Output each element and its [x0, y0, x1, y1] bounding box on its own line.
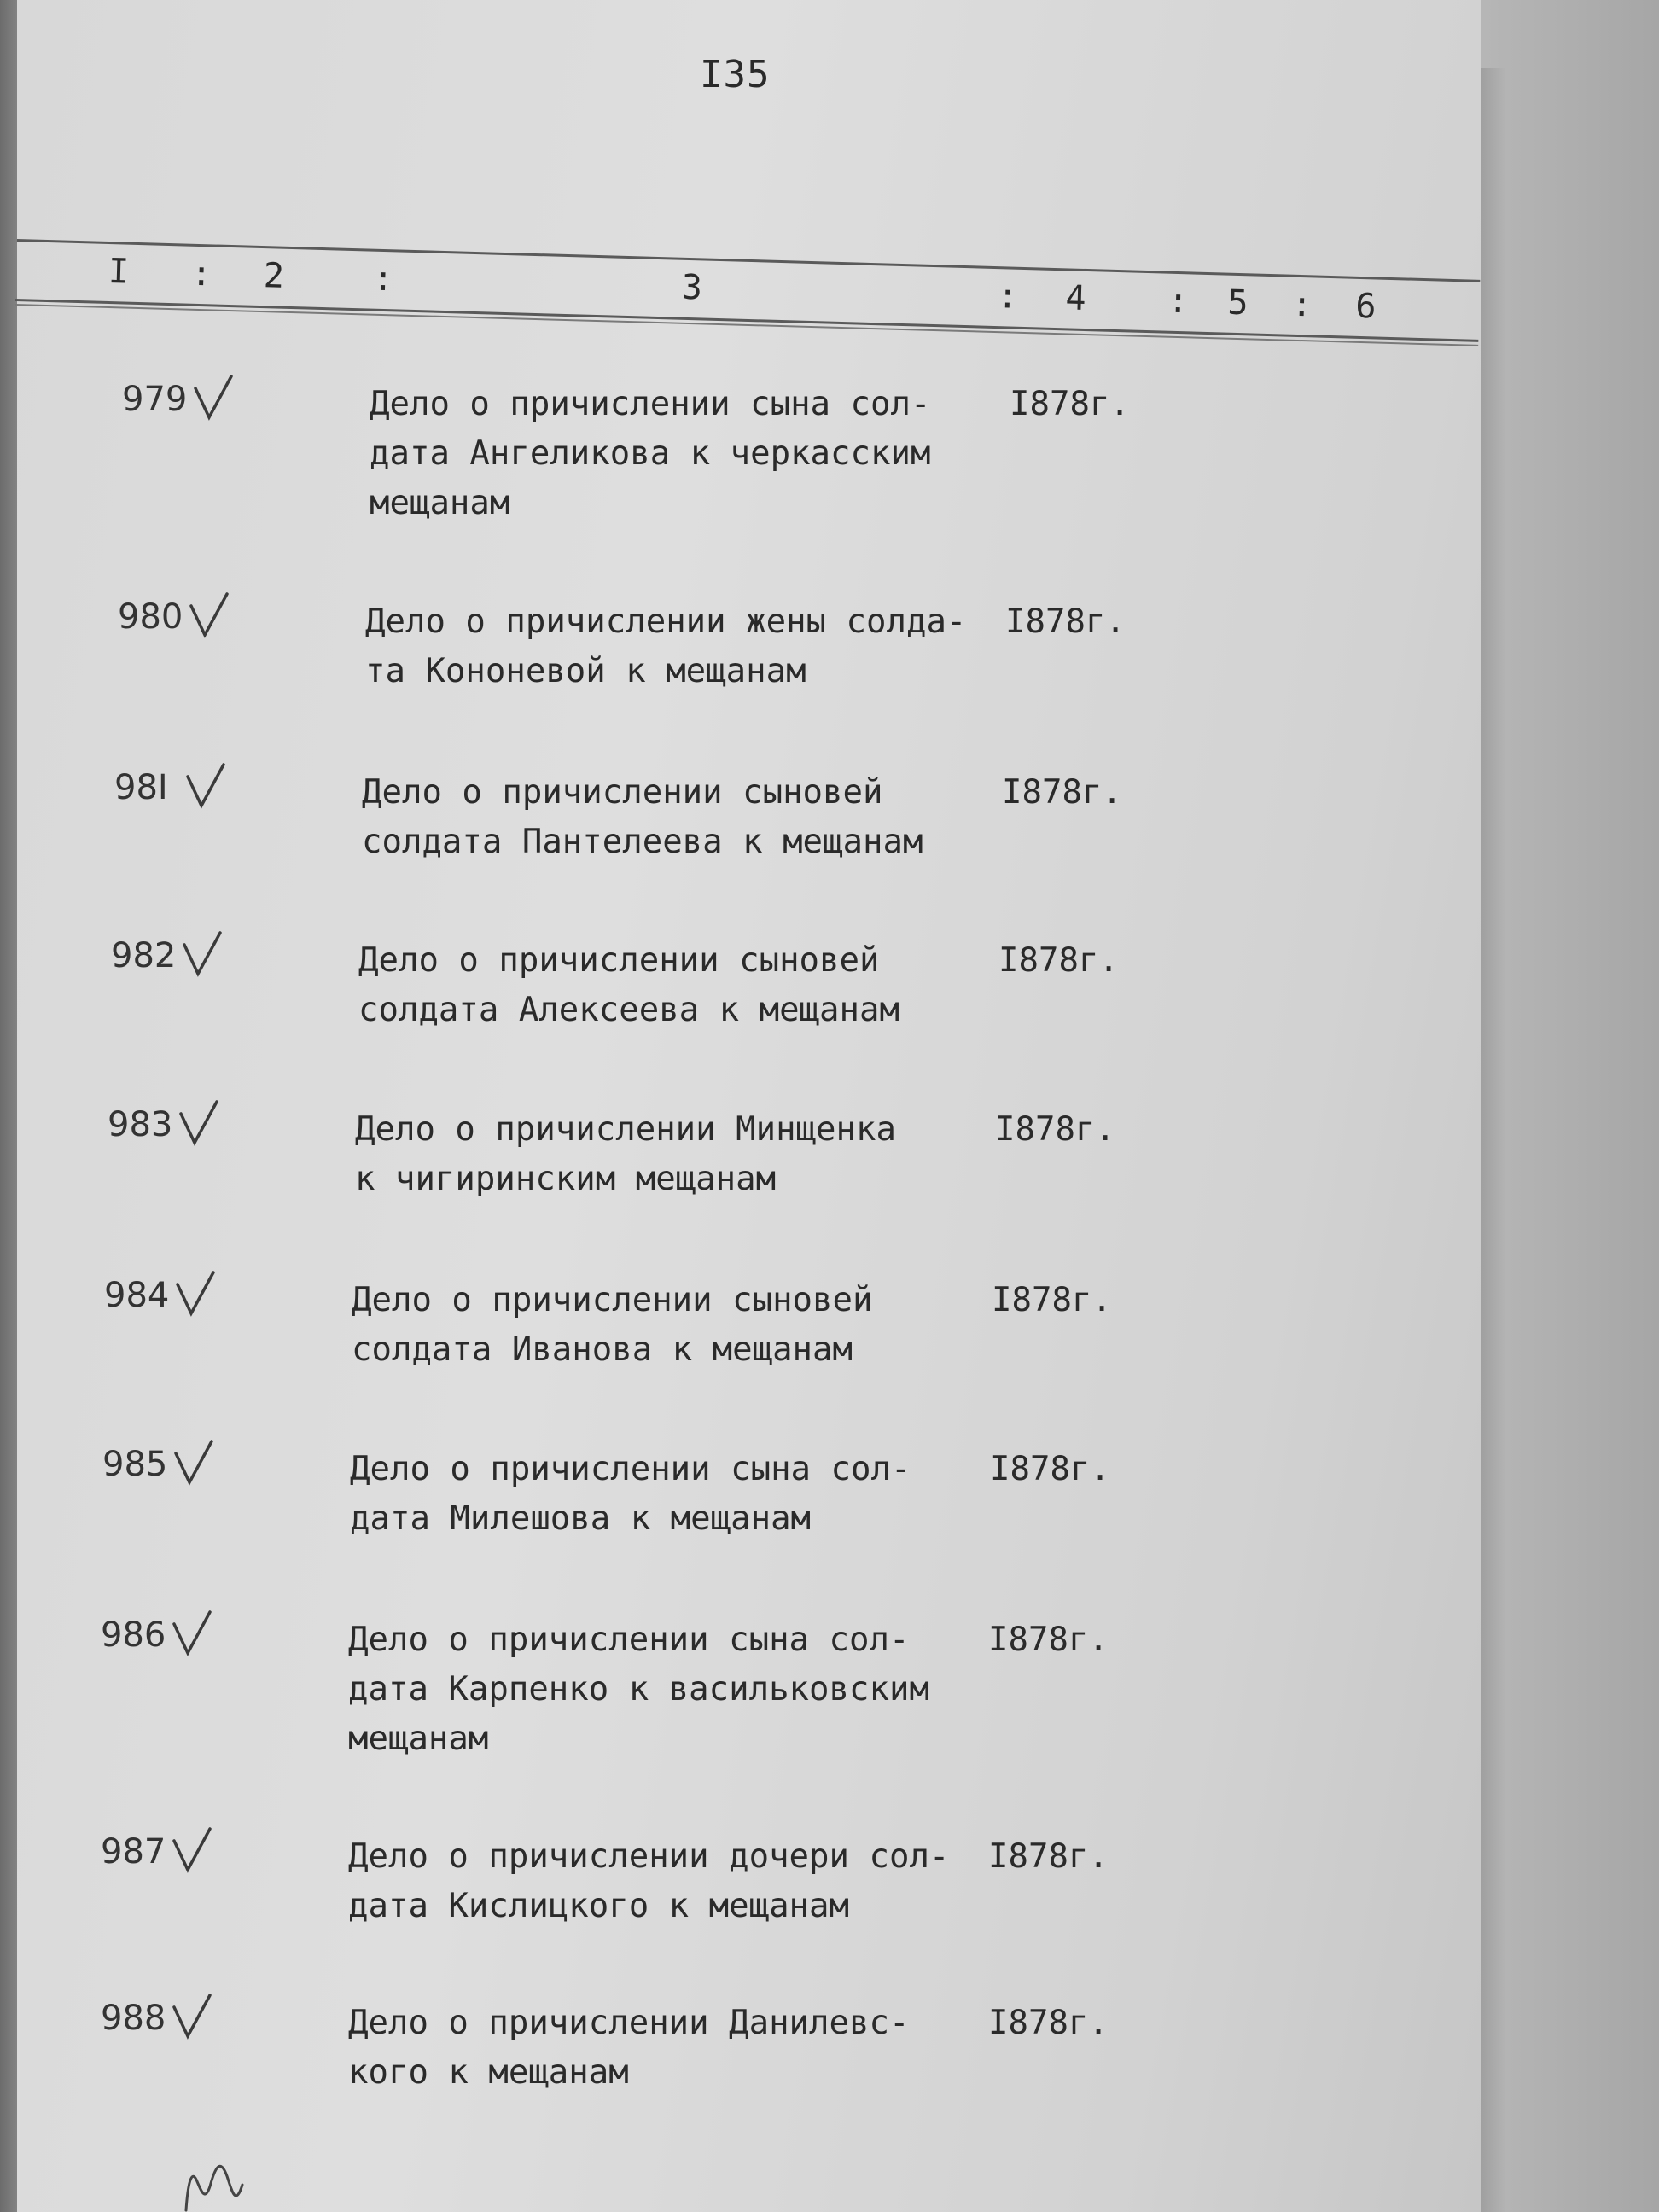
table-header: [15, 239, 1480, 375]
entry-description: Дело о причислении сыновей солдата Алексеева к мещанам: [358, 941, 899, 1029]
column-separator: :: [190, 253, 212, 294]
entry-date: I878г.: [992, 1281, 1112, 1319]
entry-description: Дело о причислении сына сол- дата Карпенко к васильковским мещанам: [348, 1621, 929, 1758]
check-mark-icon: [171, 1992, 213, 2043]
entry-date: I878г.: [988, 1621, 1109, 1659]
check-mark-icon: [192, 373, 235, 424]
check-mark-icon: [188, 591, 230, 642]
entry-description: Дело о причислении сына сол- дата Ангеликова к черкасским мещанам: [370, 385, 931, 522]
entry-number: 980: [118, 597, 183, 637]
page-number: I35: [700, 53, 771, 96]
column-header-1: I: [108, 252, 130, 292]
column-header-4: 4: [1064, 278, 1087, 318]
entry-date: I878г.: [1010, 385, 1130, 423]
entry-number: 987: [101, 1832, 166, 1871]
entry-number: 985: [102, 1445, 168, 1484]
column-header-3: 3: [681, 267, 703, 308]
entry-description: Дело о причислении сыновей солдата Пантелеева к мещанам: [362, 773, 923, 861]
check-mark-icon: [174, 1269, 217, 1320]
column-separator: :: [1290, 284, 1313, 325]
entry-description: Дело о причислении дочери сол- дата Кислицкого к мещанам: [348, 1837, 950, 1925]
entry-number: 984: [104, 1276, 170, 1315]
entry-date: I878г.: [988, 1837, 1109, 1876]
entry-number: 982: [111, 936, 177, 975]
check-mark-icon: [178, 1098, 220, 1150]
entry-number: 979: [122, 380, 188, 419]
header-rule-bottom: [15, 299, 1478, 342]
entry-date: I878г.: [988, 2004, 1109, 2042]
entry-date: I878г.: [998, 941, 1119, 980]
check-mark-icon: [171, 1609, 213, 1660]
entry-date: I878г.: [1002, 773, 1122, 812]
entry-date: I878г.: [995, 1110, 1115, 1149]
check-mark-icon: [171, 1825, 213, 1877]
page-stack-edge: [1481, 68, 1506, 2212]
header-rule-bottom-double: [15, 304, 1478, 346]
handwritten-mark-icon: [179, 2151, 282, 2212]
entry-number: 986: [101, 1615, 166, 1655]
column-separator: :: [1167, 281, 1190, 322]
entry-number: 983: [108, 1105, 173, 1144]
entry-description: Дело о причислении сыновей солдата Иванова к мещанам: [352, 1281, 873, 1369]
check-mark-icon: [172, 1438, 215, 1489]
typed-page: [17, 0, 1481, 2212]
entry-description: Дело о причислении Данилевс- кого к мещанам: [348, 2004, 910, 2092]
entry-date: I878г.: [1005, 602, 1126, 641]
column-header-5: 5: [1226, 282, 1249, 323]
column-header-2: 2: [263, 256, 285, 296]
header-rule-top: [17, 239, 1480, 282]
entry-date: I878г.: [990, 1450, 1110, 1488]
check-mark-icon: [181, 929, 224, 981]
column-separator: :: [372, 259, 394, 300]
entry-description: Дело о причислении Минщенка к чигиринским мещанам: [355, 1110, 896, 1198]
entry-description: Дело о причислении жены солда- та Кононевой к мещанам: [365, 602, 967, 690]
column-header-6: 6: [1354, 286, 1377, 327]
column-separator: :: [996, 276, 1019, 317]
entry-number: 988: [101, 1999, 166, 2038]
check-mark-icon: [184, 761, 227, 812]
entry-description: Дело о причислении сына сол- дата Милешова к мещанам: [350, 1450, 911, 1538]
entry-number: 98I: [114, 768, 168, 807]
